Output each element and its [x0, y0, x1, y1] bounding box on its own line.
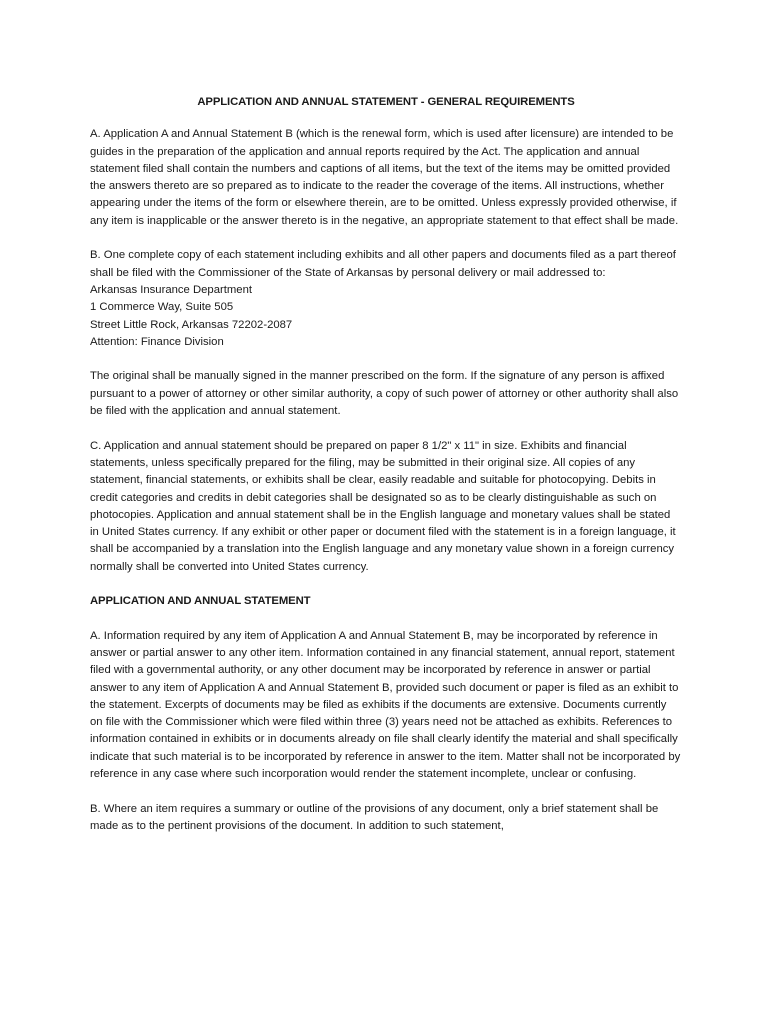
paragraph-original-signature: The original shall be manually signed in the manner prescribed on the form. If the signature of any person is affixed pursuant to a power of attorney or other similar authority, a copy of such power of attorney or other authority shall also be filed with the application and annual statement. — [90, 370, 679, 418]
paragraph-b-intro: B. One complete copy of each statement including exhibits and all other papers and documents filed as a part thereof shall be filed with the Commissioner of the State of Arkansas by personal delivery or mail addressed to: — [90, 249, 676, 279]
document-page — [90, 94, 682, 852]
section-paragraph-b: B. Where an item requires a summary or outline of the provisions of any document, only a brief statement shall be made as to the pertinent provisions of the document. In addition to such statement, — [90, 802, 659, 832]
section-heading: APPLICATION AND ANNUAL STATEMENT — [90, 595, 311, 608]
paragraph-a: A. Application A and Annual Statement B (which is the renewal form, which is used after licensure) are intended to be guides in the preparation of the application and annual reports required by the Act. The application and annual statement filed shall contain the numbers and captions of all items, but the text of the items may be omitted provided the answers thereto are so prepared as to indicate to the reader the coverage of the items. All instructions, whether appearing under the items of the form or elsewhere therein, are to be omitted. Unless expressly provided otherwise, if any item is inapplicable or the answer thereto is in the negative, an appropriate statement to that effect shall be made. — [90, 128, 679, 227]
section-paragraph-a: A. Information required by any item of Application A and Annual Statement B, may be incorporated by reference in answer or partial answer to any other item. Information contained in any financial statement, annual report, statement filed with a governmental authority, or any other document may be incorporated by reference in answer or partial answer to any item of Application A and Annual Statement B, provided such document or paper is filed as an exhibit to the statement. Excerpts of documents may be filed as exhibits if the documents are extensive. Documents currently on file with the Commissioner which were filed within three (3) years need not be attached as exhibits. References to information contained in exhibits or in documents already on file shall clearly identify the material and shall specifically indicate that such material is to be incorporated by reference in answer to the item. Matter shall not be incorporated by reference in any case where such incorporation would render the statement incomplete, unclear or confusing. — [90, 629, 681, 780]
document-title: APPLICATION AND ANNUAL STATEMENT - GENERAL REQUIREMENTS — [197, 96, 575, 108]
address-line-4: Attention: Finance Division — [90, 335, 224, 348]
address-line-2: 1 Commerce Way, Suite 505 — [90, 301, 234, 314]
address-line-1: Arkansas Insurance Department — [90, 283, 253, 296]
paragraph-b — [90, 247, 682, 351]
address-line-3: Street Little Rock, Arkansas 72202-2087 — [90, 318, 293, 331]
paragraph-c: C. Application and annual statement should be prepared on paper 8 1/2" x 11" in size. Exhibits and financial statements, unless specifically prepared for the filing, may be submitted in their original size. All copies of any statement, financial statements, or exhibits shall be clear, easily readable and suitable for photocopying. Debits in credit categories and credits in debit categories shall be designated so as to be clearly distinguishable as such on photocopies. Application and annual statement shall be in the English language and monetary values shall be stated in United States currency. If any exhibit or other paper or document filed with the statement is in a foreign language, it shall be accompanied by a translation into the English language and any monetary value shown in a foreign currency normally shall be converted into United States currency. — [90, 439, 676, 573]
